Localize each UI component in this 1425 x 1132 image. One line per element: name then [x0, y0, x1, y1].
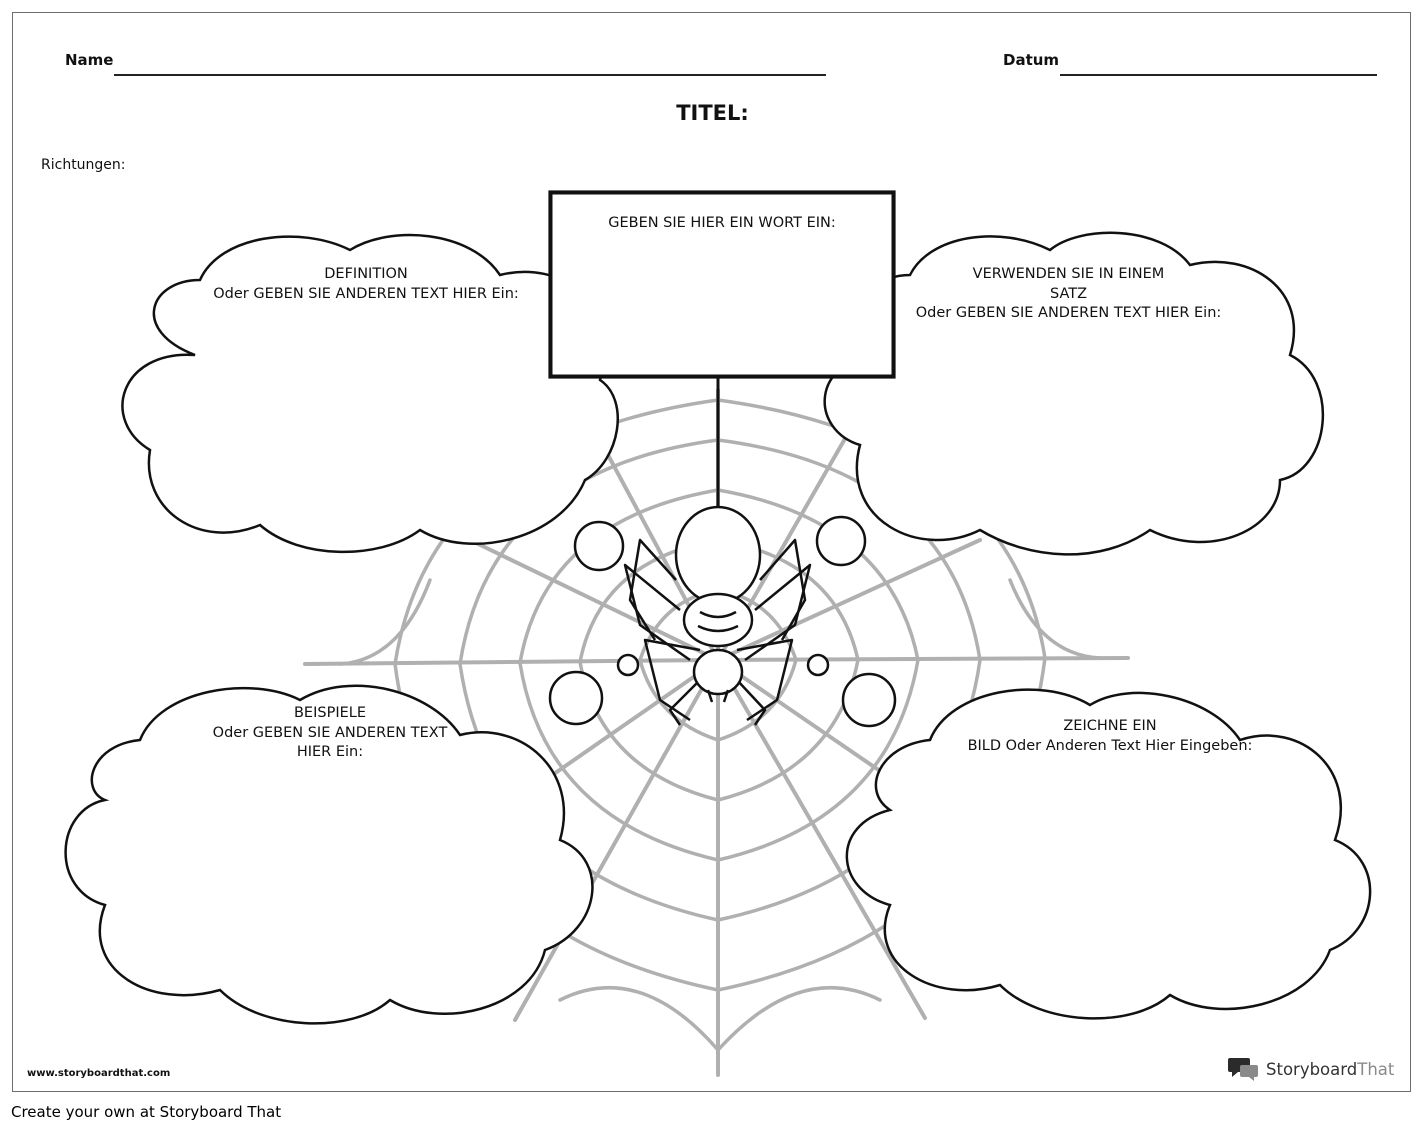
- name-line[interactable]: [114, 74, 826, 76]
- page-title[interactable]: TITEL:: [676, 101, 749, 125]
- name-label: Name: [65, 51, 114, 69]
- create-your-own-link[interactable]: Create your own at Storyboard That: [11, 1103, 282, 1121]
- brand-name: [1266, 1060, 1394, 1079]
- directions-label[interactable]: Richtungen:: [41, 157, 126, 173]
- date-label: Datum: [1003, 51, 1060, 69]
- cloud-text-bottom-right[interactable]: ZEICHNE EIN BILD Oder Anderen Text Hier Eingeben:: [967, 718, 1253, 754]
- cloud-text-top-left[interactable]: DEFINITION Oder GEBEN SIE ANDEREN TEXT HIER Ein:: [213, 266, 519, 302]
- date-line[interactable]: [1060, 74, 1377, 76]
- cloud-text-bottom-left[interactable]: BEISPIELE Oder GEBEN SIE ANDEREN TEXT HIER Ein:: [212, 705, 448, 760]
- brand-second: That: [1357, 1059, 1395, 1079]
- brand-first: Storyboard: [1266, 1059, 1358, 1079]
- cloud-text-top-right[interactable]: VERWENDEN SIE IN EINEM SATZ Oder GEBEN SIE ANDEREN TEXT HIER Ein:: [915, 266, 1222, 321]
- storyboardthat-logo[interactable]: [1228, 1056, 1394, 1082]
- speech-bubbles-icon: [1228, 1056, 1260, 1082]
- footer-url: www.storyboardthat.com: [27, 1068, 171, 1079]
- center-box-text[interactable]: GEBEN SIE HIER EIN WORT EIN:: [608, 215, 836, 231]
